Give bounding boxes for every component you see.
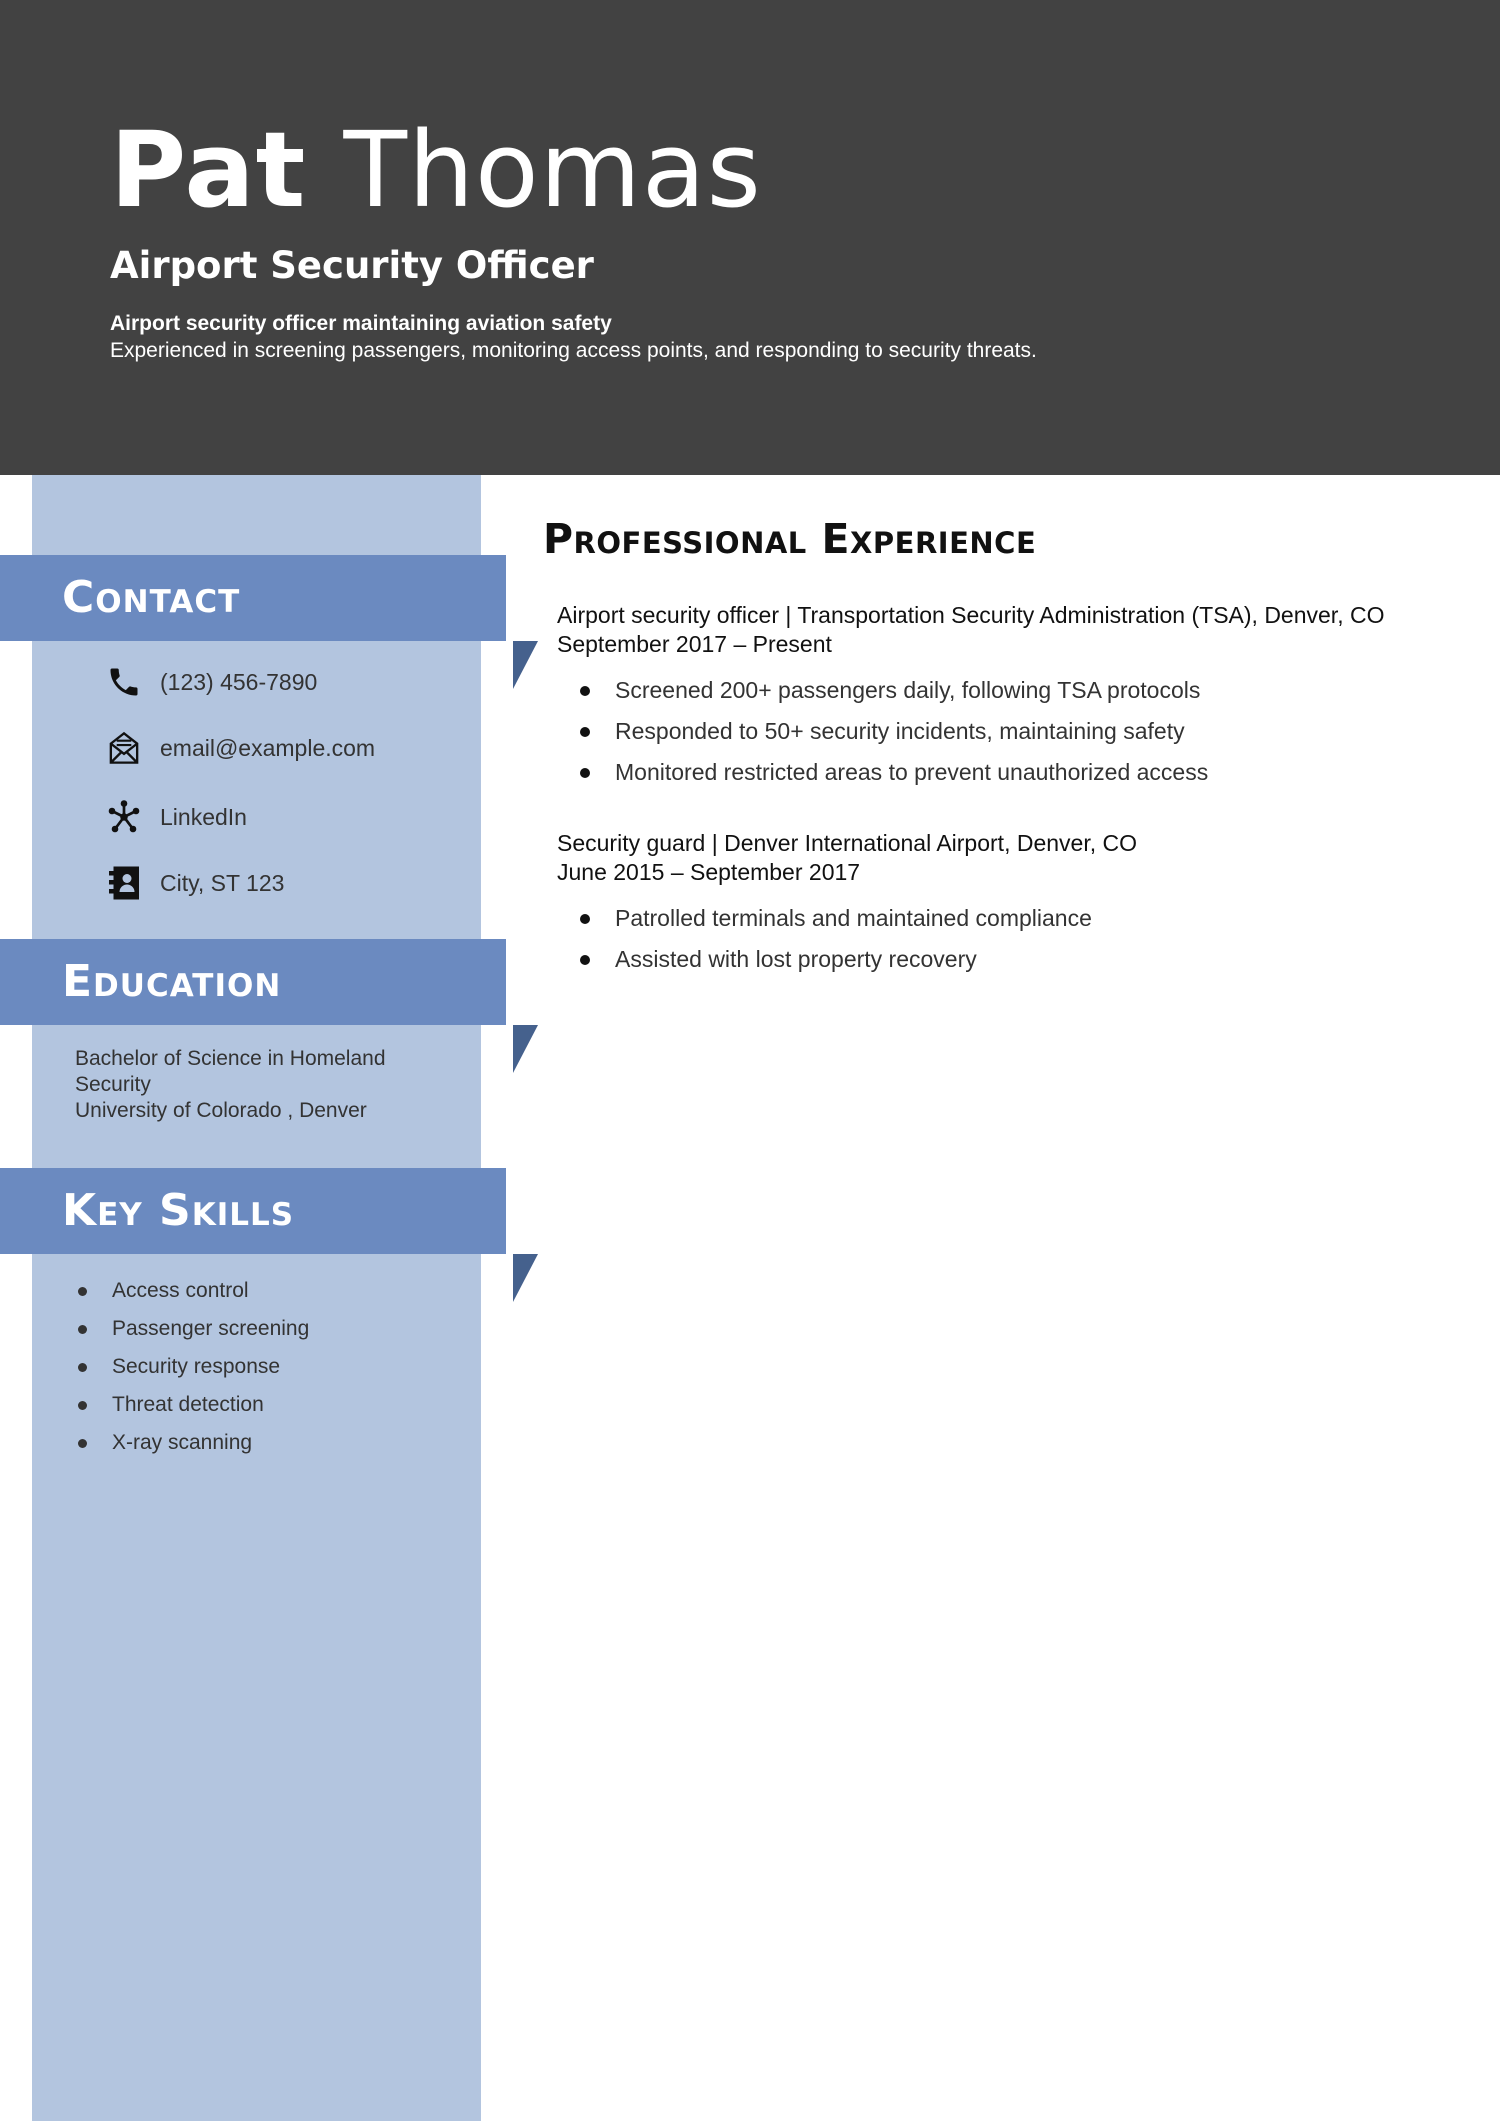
degree: Bachelor of Science in Homeland Security — [75, 1047, 386, 1096]
address-icon — [104, 863, 144, 903]
job-title: Airport Security Officer — [110, 244, 594, 287]
job-2-role: Security guard — [557, 830, 706, 856]
job-1-role: Airport security officer — [557, 602, 779, 628]
skill-item: Security response — [72, 1348, 309, 1386]
skills-heading: Key Skills — [0, 1168, 506, 1254]
contact-band-fold — [513, 641, 538, 689]
job-2-employer: Denver International Airport, Denver, CO — [724, 830, 1137, 856]
job-1-bullet: Screened 200+ passengers daily, following TSA protocols — [577, 670, 1208, 711]
job-1-dates: September 2017 – Present — [557, 631, 832, 657]
job-2-bullet: Patrolled terminals and maintained compliance — [577, 898, 1092, 939]
first-name: Pat — [110, 109, 307, 231]
job-2-bullets — [577, 898, 1092, 980]
phone-icon — [104, 662, 144, 702]
job-1-bullets — [577, 670, 1208, 793]
contact-linkedin — [104, 795, 247, 839]
contact-address — [104, 861, 284, 905]
skills-band-fold — [513, 1254, 538, 1302]
experience-heading: Professional Experience — [543, 515, 1037, 563]
school: University of Colorado , Denver — [75, 1099, 367, 1122]
contact-heading: Contact — [0, 555, 506, 641]
job-2-dates: June 2015 – September 2017 — [557, 859, 861, 885]
skill-item: Access control — [72, 1272, 309, 1310]
last-name: Thomas — [343, 109, 762, 231]
job-1-bullet: Responded to 50+ security incidents, maintaining safety — [577, 711, 1208, 752]
email-address[interactable]: email@example.com — [160, 734, 376, 761]
resume-header — [0, 0, 1500, 475]
email-icon — [104, 728, 144, 768]
job-1-bullet: Monitored restricted areas to prevent unauthorized access — [577, 752, 1208, 793]
job-2-bullet: Assisted with lost property recovery — [577, 939, 1092, 980]
job-1-header — [557, 601, 1384, 659]
contact-email — [104, 726, 375, 770]
education-entry — [75, 1046, 415, 1124]
phone-number[interactable]: (123) 456-7890 — [160, 668, 318, 695]
job-1-title-line: Airport security officer | Transportation Security Administration (TSA), Denver, CO — [557, 602, 1385, 628]
candidate-name — [110, 105, 762, 235]
skill-item: Passenger screening — [72, 1310, 309, 1348]
job-2-title-line: Security guard | Denver International Airport, Denver, CO — [557, 830, 1137, 856]
summary: Experienced in screening passengers, monitoring access points, and responding to security threats. — [110, 339, 1037, 362]
job-2-header — [557, 829, 1137, 887]
skill-item: X-ray scanning — [72, 1424, 309, 1462]
contact-phone — [104, 660, 317, 704]
education-band-fold — [513, 1025, 538, 1073]
education-heading: Education — [0, 939, 506, 1025]
linkedin-link[interactable]: LinkedIn — [160, 803, 247, 830]
skills-list — [72, 1272, 309, 1462]
address: City, ST 123 — [160, 869, 285, 896]
tagline: Airport security officer maintaining aviation safety — [110, 312, 612, 335]
linkedin-icon — [104, 797, 144, 837]
job-1-employer: Transportation Security Administration (TSA), Denver, CO — [797, 602, 1385, 628]
skill-item: Threat detection — [72, 1386, 309, 1424]
